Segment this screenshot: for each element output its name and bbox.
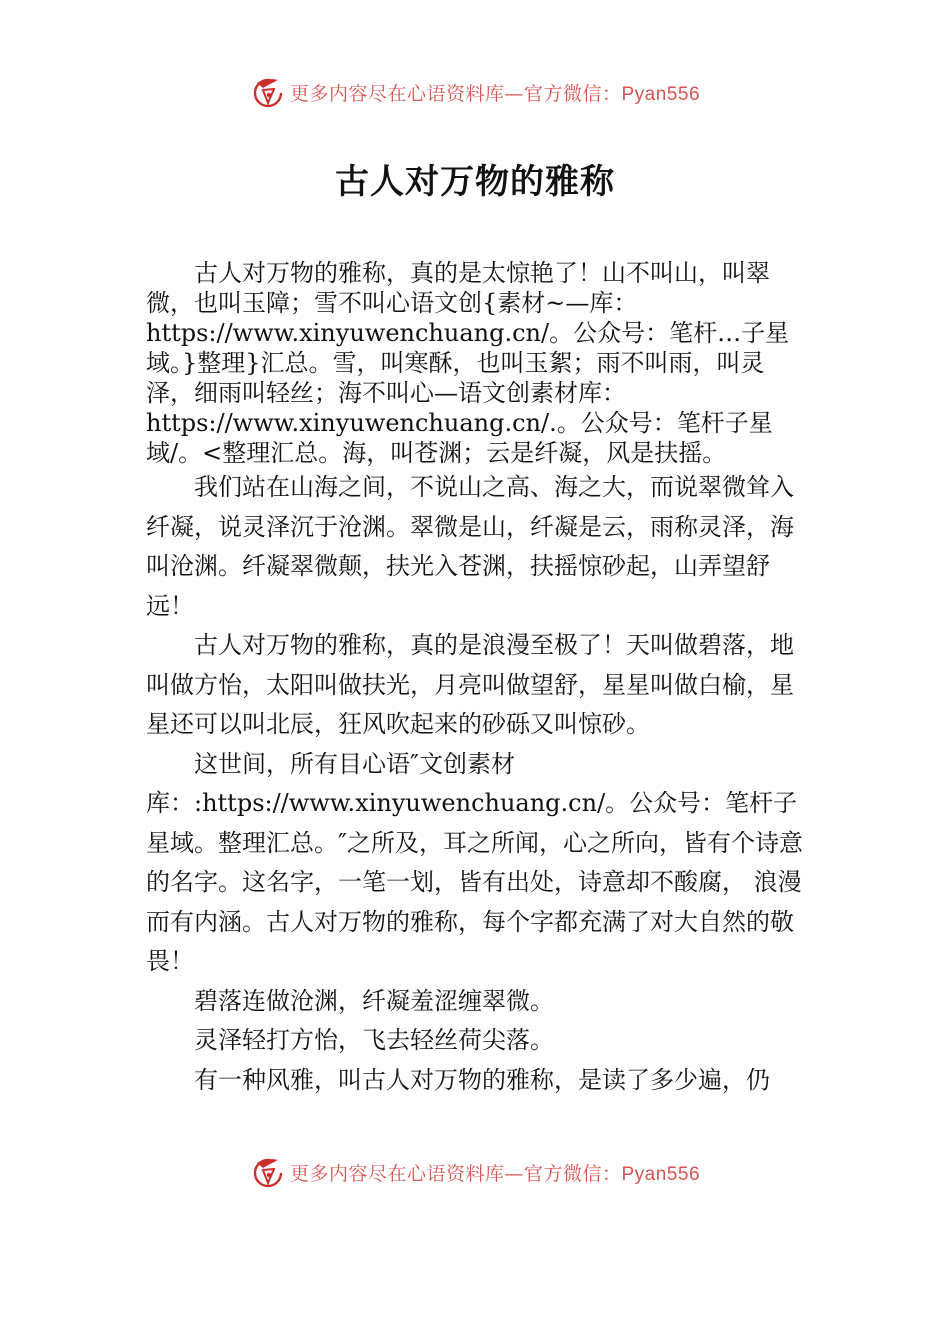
paragraph: 有一种风雅，叫古人对万物的雅称，是读了多少遍，仍 bbox=[194, 1065, 770, 1094]
brand-logo-icon bbox=[250, 1154, 286, 1190]
article-title: 古人对万物的雅称 bbox=[335, 162, 615, 202]
footer-banner bbox=[0, 1152, 950, 1192]
paragraph: 灵泽轻打方怡，飞去轻丝荷尖落。 bbox=[194, 1026, 554, 1054]
header-separator: — bbox=[504, 82, 524, 105]
footer-separator: — bbox=[504, 1162, 524, 1185]
footer-brand-text: 更多内容尽在心语资料库 bbox=[289, 1162, 505, 1185]
header-brand-text: 更多内容尽在心语资料库 bbox=[289, 82, 505, 105]
paragraph: 古人对万物的雅称，真的是太惊艳了！山不叫山，叫翠微，也叫玉障；雪不叫心语文创{素材~—库：https://www.xinyuwenchuang.cn/。公众号：笔杆…子星域。}整理}汇总。雪，叫寒酥，也叫玉絮；雨不叫雨，叫灵泽，细雨叫轻丝；海不叫心—语文创素材库：https://www.xinyuwenchuang.cn/.。公众号：笔杆子星域/。<整理汇总。海，叫苍渊；云是纤凝，风是扶摇。 bbox=[146, 259, 790, 467]
paragraph: 这世间，所有目心语″文创素材库：:https://www.xinyuwenchuang.cn/。公众号：笔杆子星域。整理汇总。″之所及，耳之所闻，心之所向，皆有个诗意的名字。这名字，一笔一划，皆有出处，诗意却不酸腐， 浪漫而有内涵。古人对万物的雅称，每个字都充满了对大自然的敬畏！ bbox=[146, 749, 803, 975]
footer-wechat-id: Pyan556 bbox=[621, 1163, 701, 1185]
header-wechat-label: 官方微信： bbox=[523, 82, 622, 105]
paragraph: 碧落连做沧渊，纤凝羞涩缠翠微。 bbox=[194, 986, 554, 1015]
header-banner-text bbox=[290, 79, 700, 106]
footer-banner-text bbox=[290, 1159, 700, 1186]
footer-wechat-label: 官方微信： bbox=[523, 1162, 622, 1185]
header-wechat-id: Pyan556 bbox=[621, 83, 701, 105]
paragraph: 我们站在山海之间，不说山之高、海之大，而说翠微耸入纤凝，说灵泽沉于沧渊。翠微是山，纤凝是云，雨称灵泽，海叫沧渊。纤凝翠微颠，扶光入苍渊，扶摇惊砂起，山弄望舒远！ bbox=[146, 473, 794, 620]
article-body bbox=[146, 258, 806, 1100]
paragraph: 古人对万物的雅称，真的是浪漫至极了！天叫做碧落，地叫做方怡，太阳叫做扶光，月亮叫做望舒，星星叫做白榆，星星还可以叫北辰，狂风吹起来的砂砾又叫惊砂。 bbox=[146, 631, 794, 738]
header-banner bbox=[0, 72, 950, 112]
brand-logo-icon bbox=[250, 74, 286, 110]
